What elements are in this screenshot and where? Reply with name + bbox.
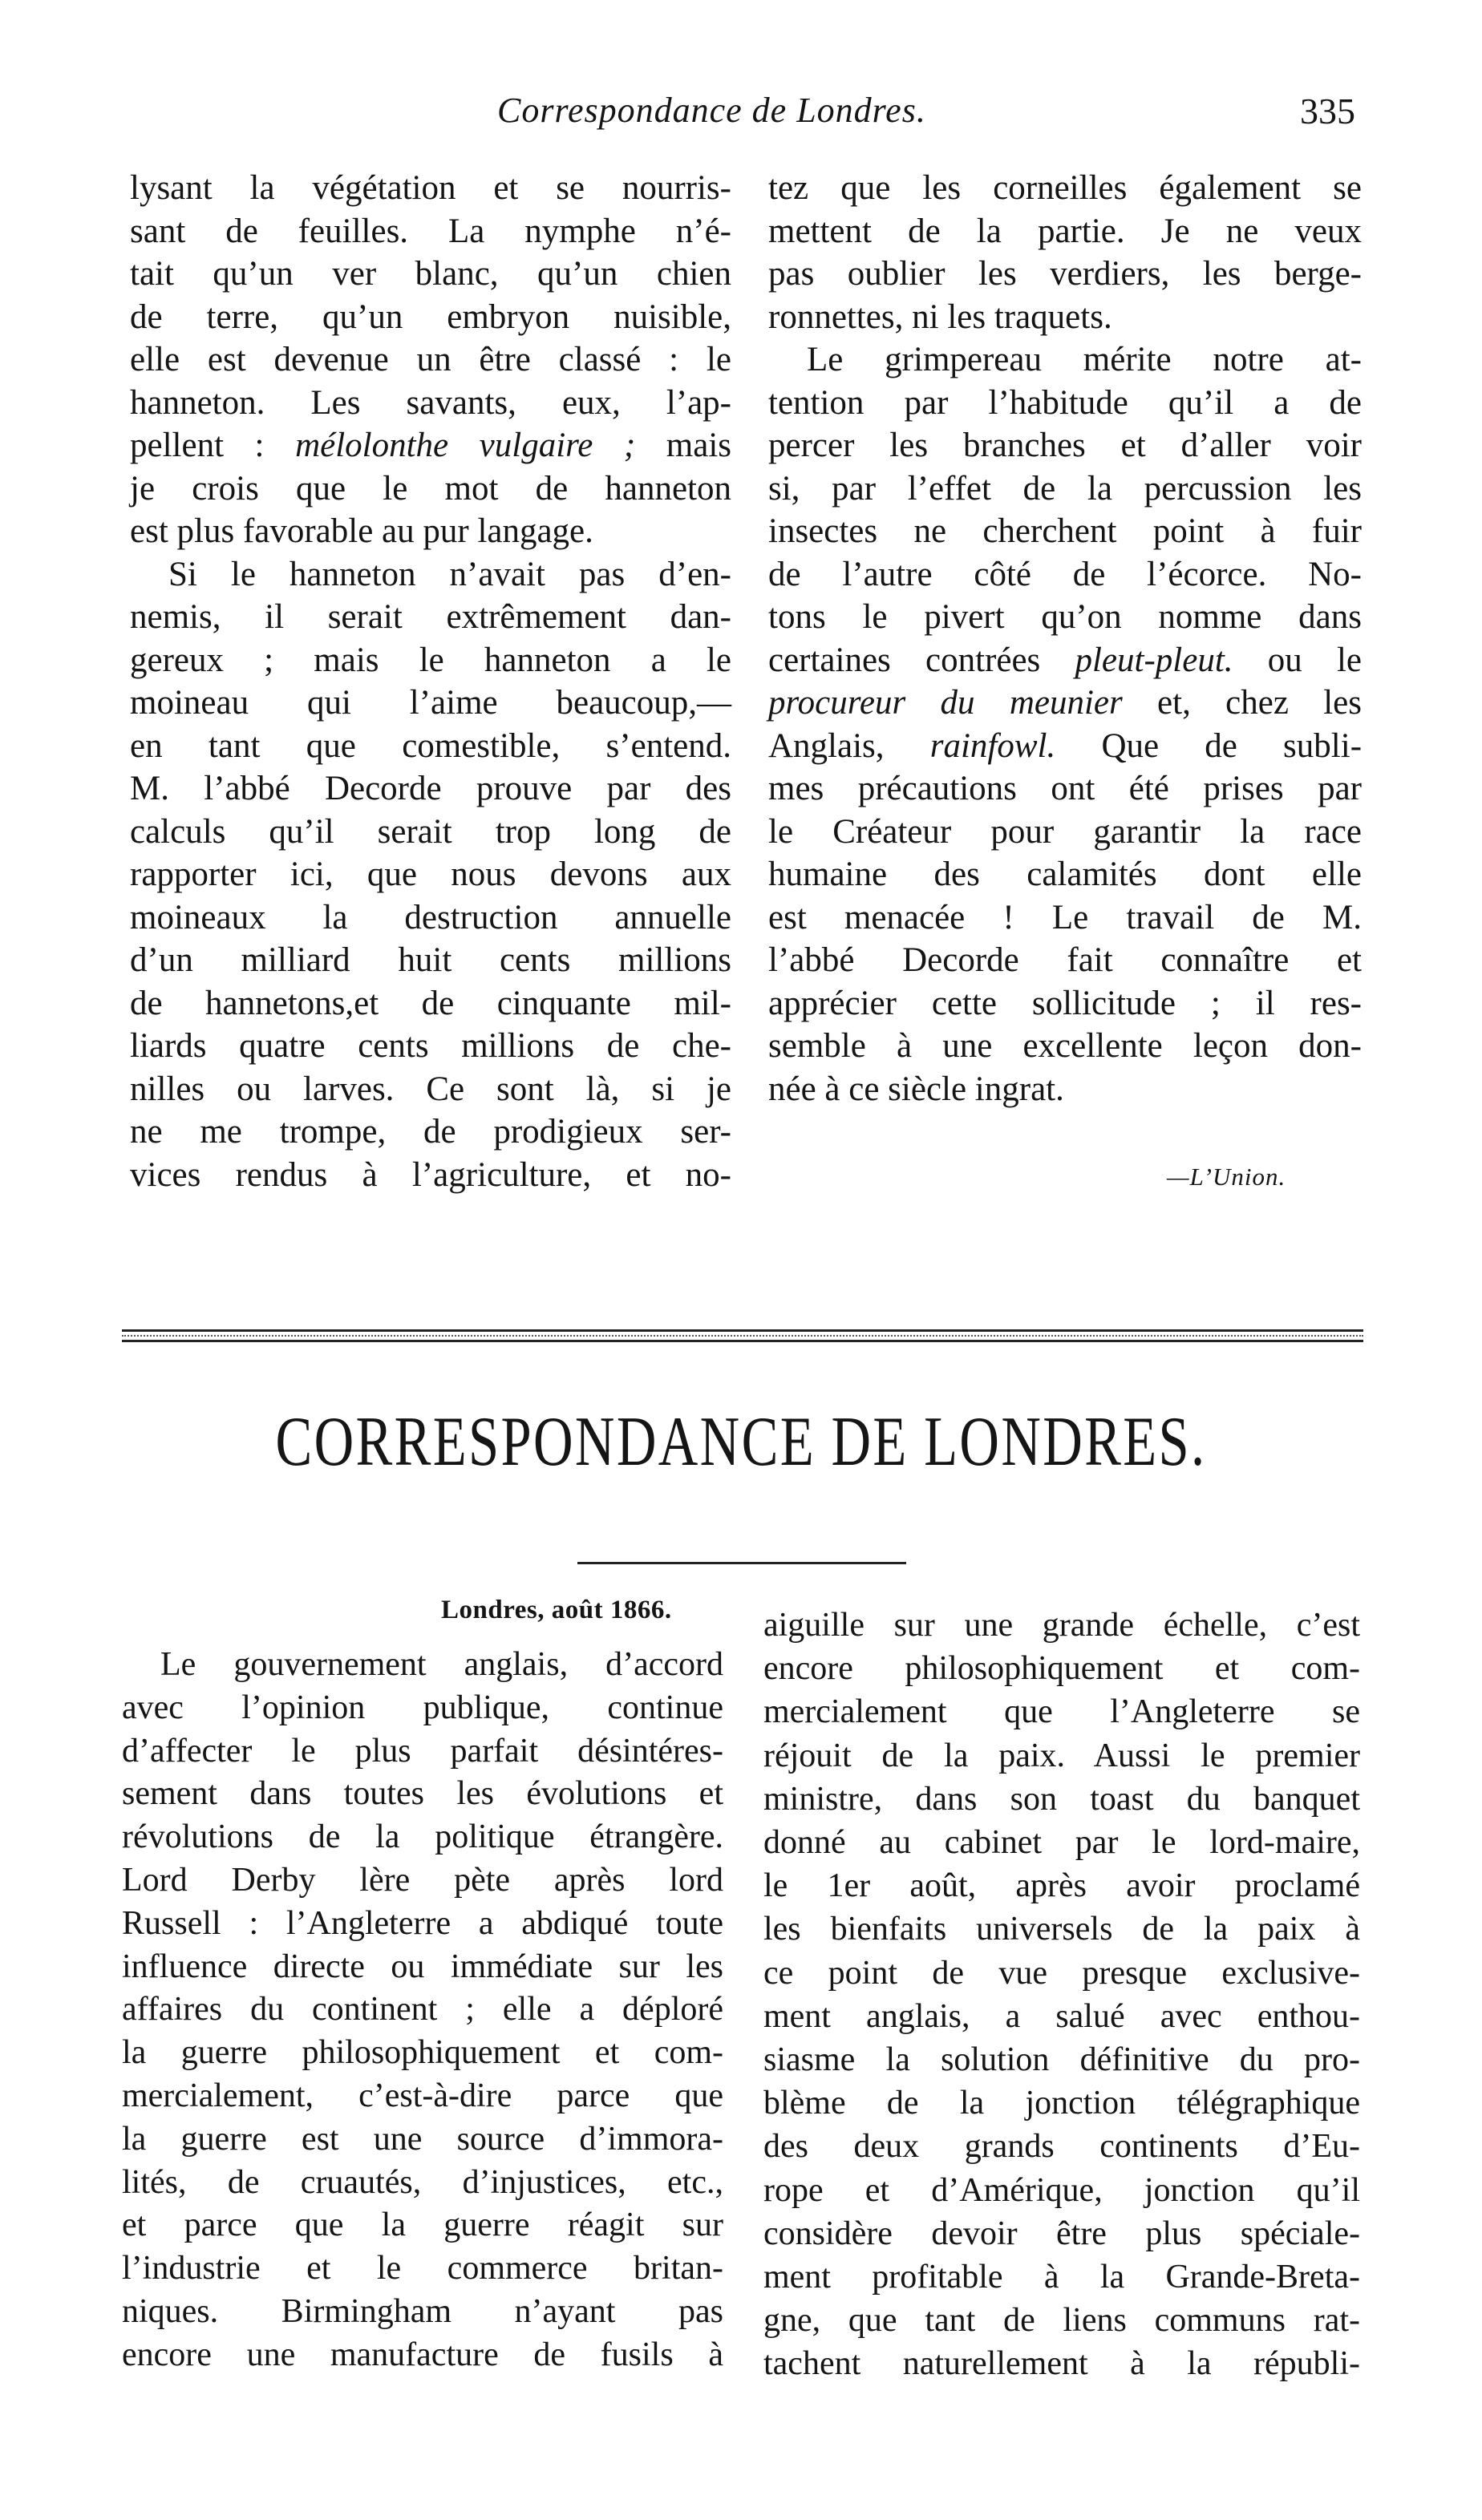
article-top-left-column	[130, 167, 731, 1196]
article-bottom-right-column	[763, 1604, 1360, 2386]
dateline: Londres, août 1866.	[441, 1596, 672, 1624]
text-line: percer les branches et d’aller voir	[768, 427, 1362, 464]
text-line: hanneton. Les savants, eux, l’ap-	[130, 383, 731, 422]
text-line: liards quatre cents millions de che-	[130, 1027, 731, 1065]
text-line: tez que les corneilles également se	[768, 169, 1362, 207]
text-line: rope et d’Amérique, jonction qu’il	[763, 2171, 1360, 2209]
running-title: Correspondance de Londres.	[497, 91, 926, 130]
text-line: en tant que comestible, s’entend.	[130, 726, 731, 765]
text-line: niques. Birmingham n’ayant pas	[122, 2292, 723, 2330]
text-line: insectes ne cherchent point à fuir	[768, 512, 1362, 550]
text-line: Russell : l’Angleterre a abdiqué toute	[122, 1904, 723, 1942]
text-line: tention par l’habitude qu’il a de	[768, 383, 1362, 422]
text-line: considère devoir être plus spéciale-	[763, 2215, 1360, 2252]
text-line: gereux ; mais le hanneton a le	[130, 641, 731, 679]
text-line: aiguille sur une grande échelle, c’est	[763, 1607, 1360, 1644]
text-line: révolutions de la politique étrangère.	[122, 1818, 723, 1856]
text-line: la guerre est une source d’immora-	[122, 2120, 723, 2158]
text-line: siasme la solution définitive du pro-	[763, 2041, 1360, 2079]
article-top-right-column	[768, 167, 1362, 1110]
text-line: des deux grands continents d’Eu-	[763, 2128, 1360, 2166]
text-fragment: ou le	[1233, 641, 1362, 679]
text-line: calculs qu’il serait trop long de	[130, 812, 731, 851]
text-line: Si le hanneton n’avait pas d’en-	[168, 555, 731, 593]
text-line: ronnettes, ni les traquets.	[768, 297, 1112, 336]
title-underline	[577, 1562, 906, 1564]
text-line	[768, 682, 1362, 725]
section-title: CORRESPONDANCE DE LONDRES.	[275, 1403, 1207, 1481]
text-line: sant de feuilles. La nymphe n’é-	[130, 212, 731, 250]
text-line: ministre, dans son toast du banquet	[763, 1780, 1360, 1818]
text-line: influence directe ou immédiate sur les	[122, 1948, 723, 1985]
text-line: ne me trompe, de prodigieux ser-	[130, 1113, 731, 1151]
text-line: l’abbé Decorde fait connaître et	[768, 941, 1362, 979]
text-line: d’un milliard huit cents millions	[130, 941, 731, 979]
bird-name-pleut: pleut-pleut.	[1075, 641, 1233, 679]
text-fragment: et, chez les	[1122, 684, 1362, 722]
text-fragment: certaines contrées	[768, 641, 1041, 679]
text-line: humaine des calamités dont elle	[768, 856, 1362, 893]
text-line	[768, 725, 1362, 768]
text-fragment: Anglais,	[768, 726, 885, 765]
text-line: ce point de vue presque exclusive-	[763, 1954, 1360, 1992]
text-fragment: pellent :	[130, 427, 265, 464]
page-header	[120, 90, 1355, 154]
bird-name-rainfowl: rainfowl.	[929, 726, 1056, 765]
text-line: de terre, qu’un embryon nuisible,	[130, 297, 731, 336]
text-line: lités, de cruautés, d’injustices, etc.,	[122, 2163, 723, 2201]
text-line: pas oublier les verdiers, les berge-	[768, 255, 1362, 293]
text-line: née à ce siècle ingrat.	[768, 1070, 1064, 1108]
text-line: tons le pivert qu’on nomme dans	[768, 598, 1362, 636]
text-line: ment anglais, a salué avec enthou-	[763, 1997, 1360, 2035]
bird-name-procureur: procureur du meunier	[768, 684, 1123, 722]
section-divider	[122, 1329, 1363, 1342]
text-line: si, par l’effet de la percussion les	[768, 469, 1362, 508]
text-line: tachent naturellement à la républi-	[763, 2345, 1360, 2383]
text-line: je crois que le mot de hanneton	[130, 469, 731, 508]
text-line: et parce que la guerre réagit sur	[122, 2207, 723, 2244]
text-fragment: mais	[635, 427, 732, 464]
latin-name: mélolonthe vulgaire ;	[295, 427, 636, 464]
text-line: encore philosophiquement et com-	[763, 1650, 1360, 1688]
text-line: M. l’abbé Decorde prouve par des	[130, 770, 731, 807]
text-line: ment profitable à la Grande-Breta-	[763, 2259, 1360, 2296]
text-line: tait qu’un ver blanc, qu’un chien	[130, 255, 731, 293]
text-line: mes précautions ont été prises par	[768, 770, 1362, 807]
text-line: nilles ou larves. Ce sont là, si je	[130, 1070, 731, 1108]
text-line: apprécier cette sollicitude ; il res-	[768, 984, 1362, 1022]
text-line: mettent de la partie. Je ne veux	[768, 212, 1362, 250]
text-line: de l’autre côté de l’écorce. No-	[768, 555, 1362, 593]
text-fragment: Que de subli-	[1055, 726, 1363, 765]
text-line: donné au cabinet par le lord-maire,	[763, 1824, 1360, 1862]
text-line: le 1er août, après avoir proclamé	[763, 1867, 1360, 1905]
text-line: lysant la végétation et se nourris-	[130, 169, 731, 207]
text-line: Le gouvernement anglais, d’accord	[160, 1646, 723, 1683]
text-line: blème de la jonction télégraphique	[763, 2085, 1360, 2122]
text-line: vices rendus à l’agriculture, et no-	[130, 1155, 731, 1194]
text-line: avec l’opinion publique, continue	[122, 1689, 723, 1726]
text-line: de hannetons,et de cinquante mil-	[130, 984, 731, 1022]
article-bottom-left-column	[122, 1644, 723, 2377]
text-line: l’industrie et le commerce britan-	[122, 2250, 723, 2287]
text-line: la guerre philosophiquement et com-	[122, 2034, 723, 2072]
text-line: sement dans toutes les évolutions et	[122, 1775, 723, 1813]
text-line: semble à une excellente leçon don-	[768, 1027, 1362, 1065]
text-line: rapporter ici, que nous devons aux	[130, 856, 731, 893]
text-line: mercialement que l’Angleterre se	[763, 1693, 1360, 1731]
text-line: nemis, il serait extrêmement dan-	[130, 598, 731, 636]
text-line: elle est devenue un être classé : le	[130, 341, 731, 378]
text-line: réjouit de la paix. Aussi le premier	[763, 1737, 1360, 1774]
page-number: 335	[1300, 91, 1355, 131]
text-line: les bienfaits universels de la paix à	[763, 1911, 1360, 1948]
text-line: Le grimpereau mérite notre at-	[807, 341, 1362, 378]
text-line: encore une manufacture de fusils à	[122, 2336, 723, 2373]
text-line: moineaux la destruction annuelle	[130, 898, 731, 936]
text-line: est plus favorable au pur langage.	[130, 512, 593, 550]
text-line: Lord Derby lère pète après lord	[122, 1861, 723, 1899]
text-line: d’affecter le plus parfait désintéres-	[122, 1732, 723, 1770]
text-line: le Créateur pour garantir la race	[768, 812, 1362, 851]
text-line: mercialement, c’est-à-dire parce que	[122, 2077, 723, 2114]
text-line: gne, que tant de liens communs rat-	[763, 2302, 1360, 2340]
text-line	[130, 424, 731, 467]
text-line: est menacée ! Le travail de M.	[768, 898, 1362, 936]
text-line	[768, 639, 1362, 682]
text-line: affaires du continent ; elle a déploré	[122, 1991, 723, 2029]
text-line: moineau qui l’aime beaucoup,—	[130, 684, 731, 722]
article-signature: —L’Union.	[1167, 1163, 1286, 1191]
